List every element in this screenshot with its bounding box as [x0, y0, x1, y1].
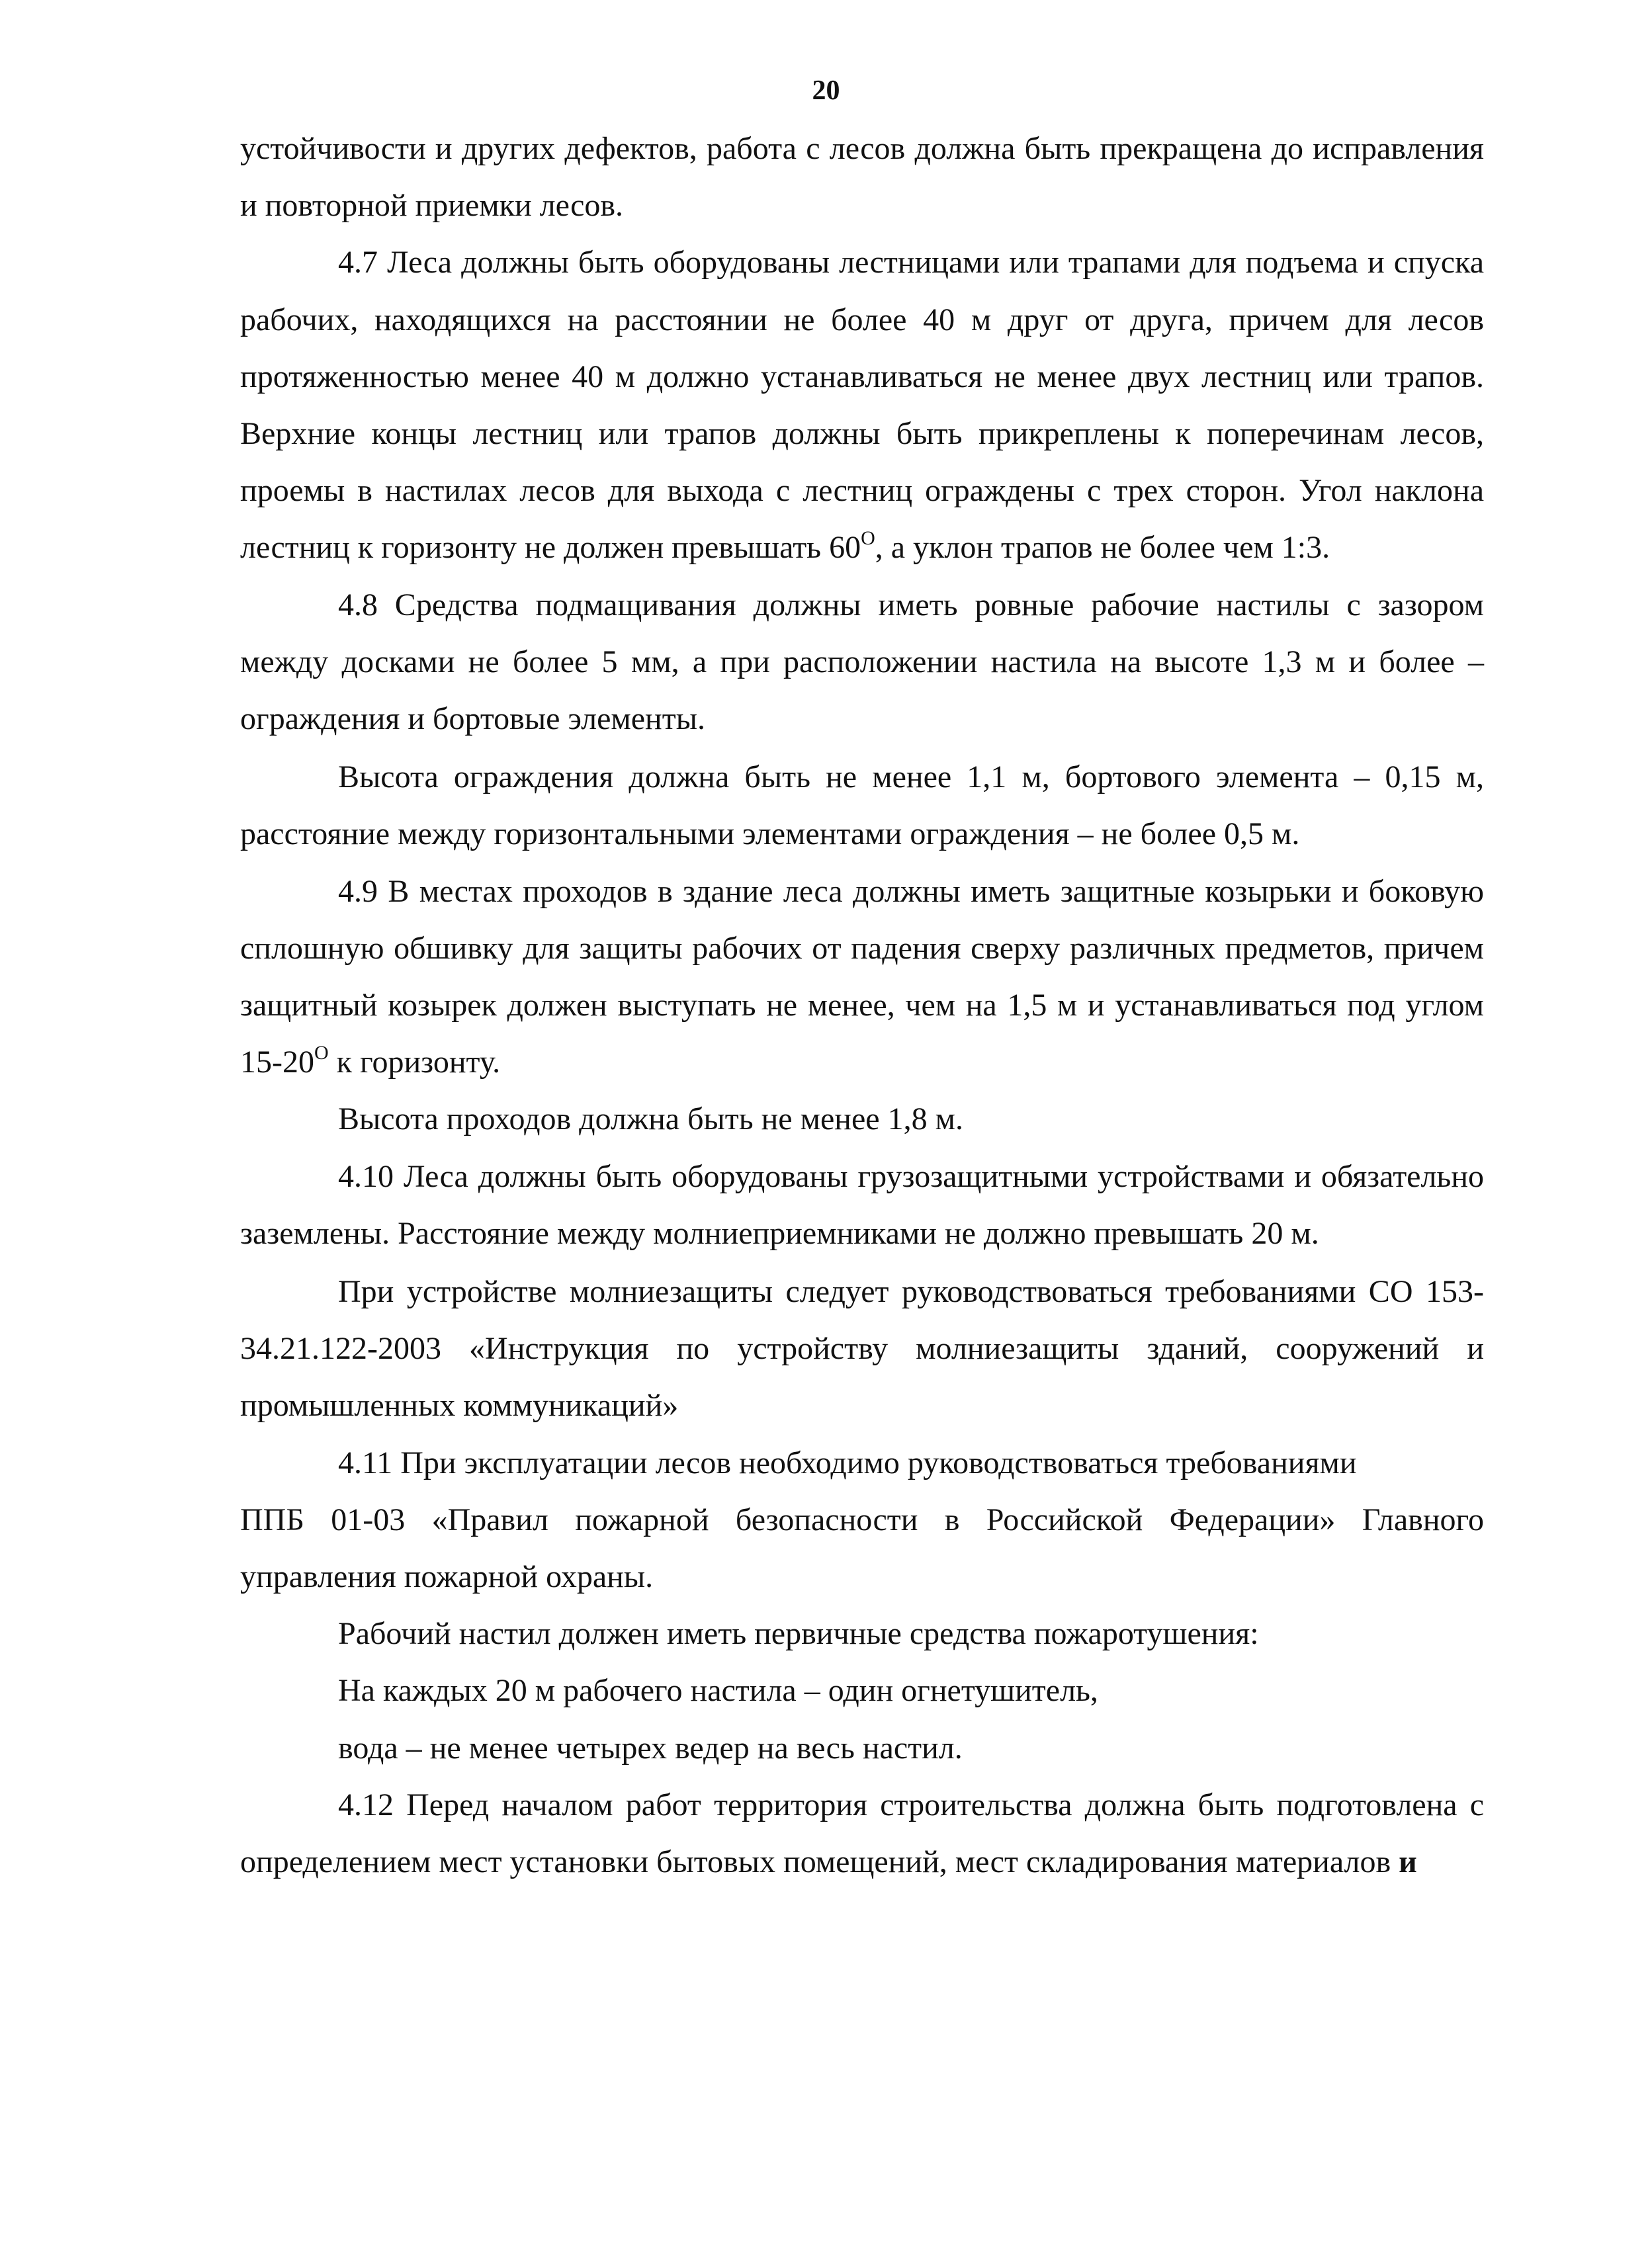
paragraph-continuation [240, 120, 1484, 234]
paragraph-text: Высота ограждения должна быть не менее 1,1 м, бортового элемента – 0,15 м, расстояние между горизонтальными элементами ограждения – не более 0,5 м. [240, 759, 1484, 852]
paragraph-text: , а уклон трапов не более чем 1:3. [875, 530, 1330, 566]
paragraph-4-11-continued [240, 1492, 1484, 1605]
document-body [240, 120, 1484, 1891]
paragraph-fence-height [240, 749, 1484, 863]
paragraph-text: При устройстве молниезащиты следует руководствоваться требованиями СО 153-34.21.122-2003 «Инструкция по устройству молниезащиты зданий, сооружений и промышленных коммуникаций» [240, 1274, 1484, 1424]
paragraph-4-10 [240, 1148, 1484, 1262]
paragraph-text: 4.11 При эксплуатации лесов необходимо руководствоваться требованиями [338, 1445, 1357, 1480]
paragraph-fire-equipment [240, 1605, 1484, 1662]
paragraph-text: 4.10 Леса должны быть оборудованы грузозащитными устройствами и обязательно заземлены. Расстояние между молниеприемниками не должно превышать 20 м. [240, 1158, 1484, 1251]
paragraph-text: к горизонту. [328, 1045, 501, 1080]
degree-superscript: О [861, 527, 875, 550]
paragraph-4-7 [240, 234, 1484, 576]
paragraph-text: ППБ 01-03 «Правил пожарной безопасности в Российской Федерации» Главного управления пожарной охраны. [240, 1502, 1484, 1595]
paragraph-text: устойчивости и других дефектов, работа с лесов должна быть прекращена до исправления и повторной приемки лесов. [240, 131, 1484, 224]
paragraph-4-9 [240, 863, 1484, 1091]
paragraph-text: 4.12 Перед началом работ территория строительства должна быть подготовлена с определением мест установки бытовых помещений, мест складирования материалов [240, 1787, 1484, 1880]
paragraph-4-8 [240, 577, 1484, 748]
paragraph-extinguisher [240, 1662, 1484, 1719]
paragraph-water-buckets [240, 1720, 1484, 1777]
paragraph-lightning-protection [240, 1263, 1484, 1435]
paragraph-text: Высота проходов должна быть не менее 1,8 м. [338, 1101, 963, 1137]
paragraph-text: На каждых 20 м рабочего настила – один огнетушитель, [338, 1673, 1098, 1709]
paragraph-text: Рабочий настил должен иметь первичные средства пожаротушения: [338, 1616, 1259, 1652]
paragraph-text: вода – не менее четырех ведер на весь настил. [338, 1730, 963, 1766]
paragraph-passage-height [240, 1091, 1484, 1148]
page-number: 20 [812, 75, 840, 106]
paragraph-4-11 [240, 1435, 1484, 1492]
paragraph-text: 4.7 Леса должны быть оборудованы лестницами или трапами для подъема и спуска рабочих, находящихся на расстоянии не более 40 м друг от друга, причем для лесов протяженностью менее 40 м должно устанавливаться не менее двух лестниц или трапов. Верхние концы лестниц или трапов должны быть прикреплены к поперечинам лесов, проемы в настилах лесов для выхода с лестниц ограждены с трех сторон. Угол наклона лестниц к горизонту не должен превышать 60 [240, 245, 1484, 566]
paragraph-4-12 [240, 1777, 1484, 1891]
paragraph-text: 4.8 Средства подмащивания должны иметь ровные рабочие настилы с зазором между досками не более 5 мм, а при расположении настила на высоте 1,3 м и более – ограждения и бортовые элементы. [240, 587, 1484, 737]
degree-superscript: О [314, 1042, 329, 1064]
paragraph-text: 4.9 В местах проходов в здание леса должны иметь защитные козырьки и боковую сплошную обшивку для защиты рабочих от падения сверху различных предметов, причем защитный козырек должен выступать не менее, чем на 1,5 м и устанавливаться под углом 15-20 [240, 873, 1484, 1080]
paragraph-text-bold: и [1399, 1844, 1417, 1880]
